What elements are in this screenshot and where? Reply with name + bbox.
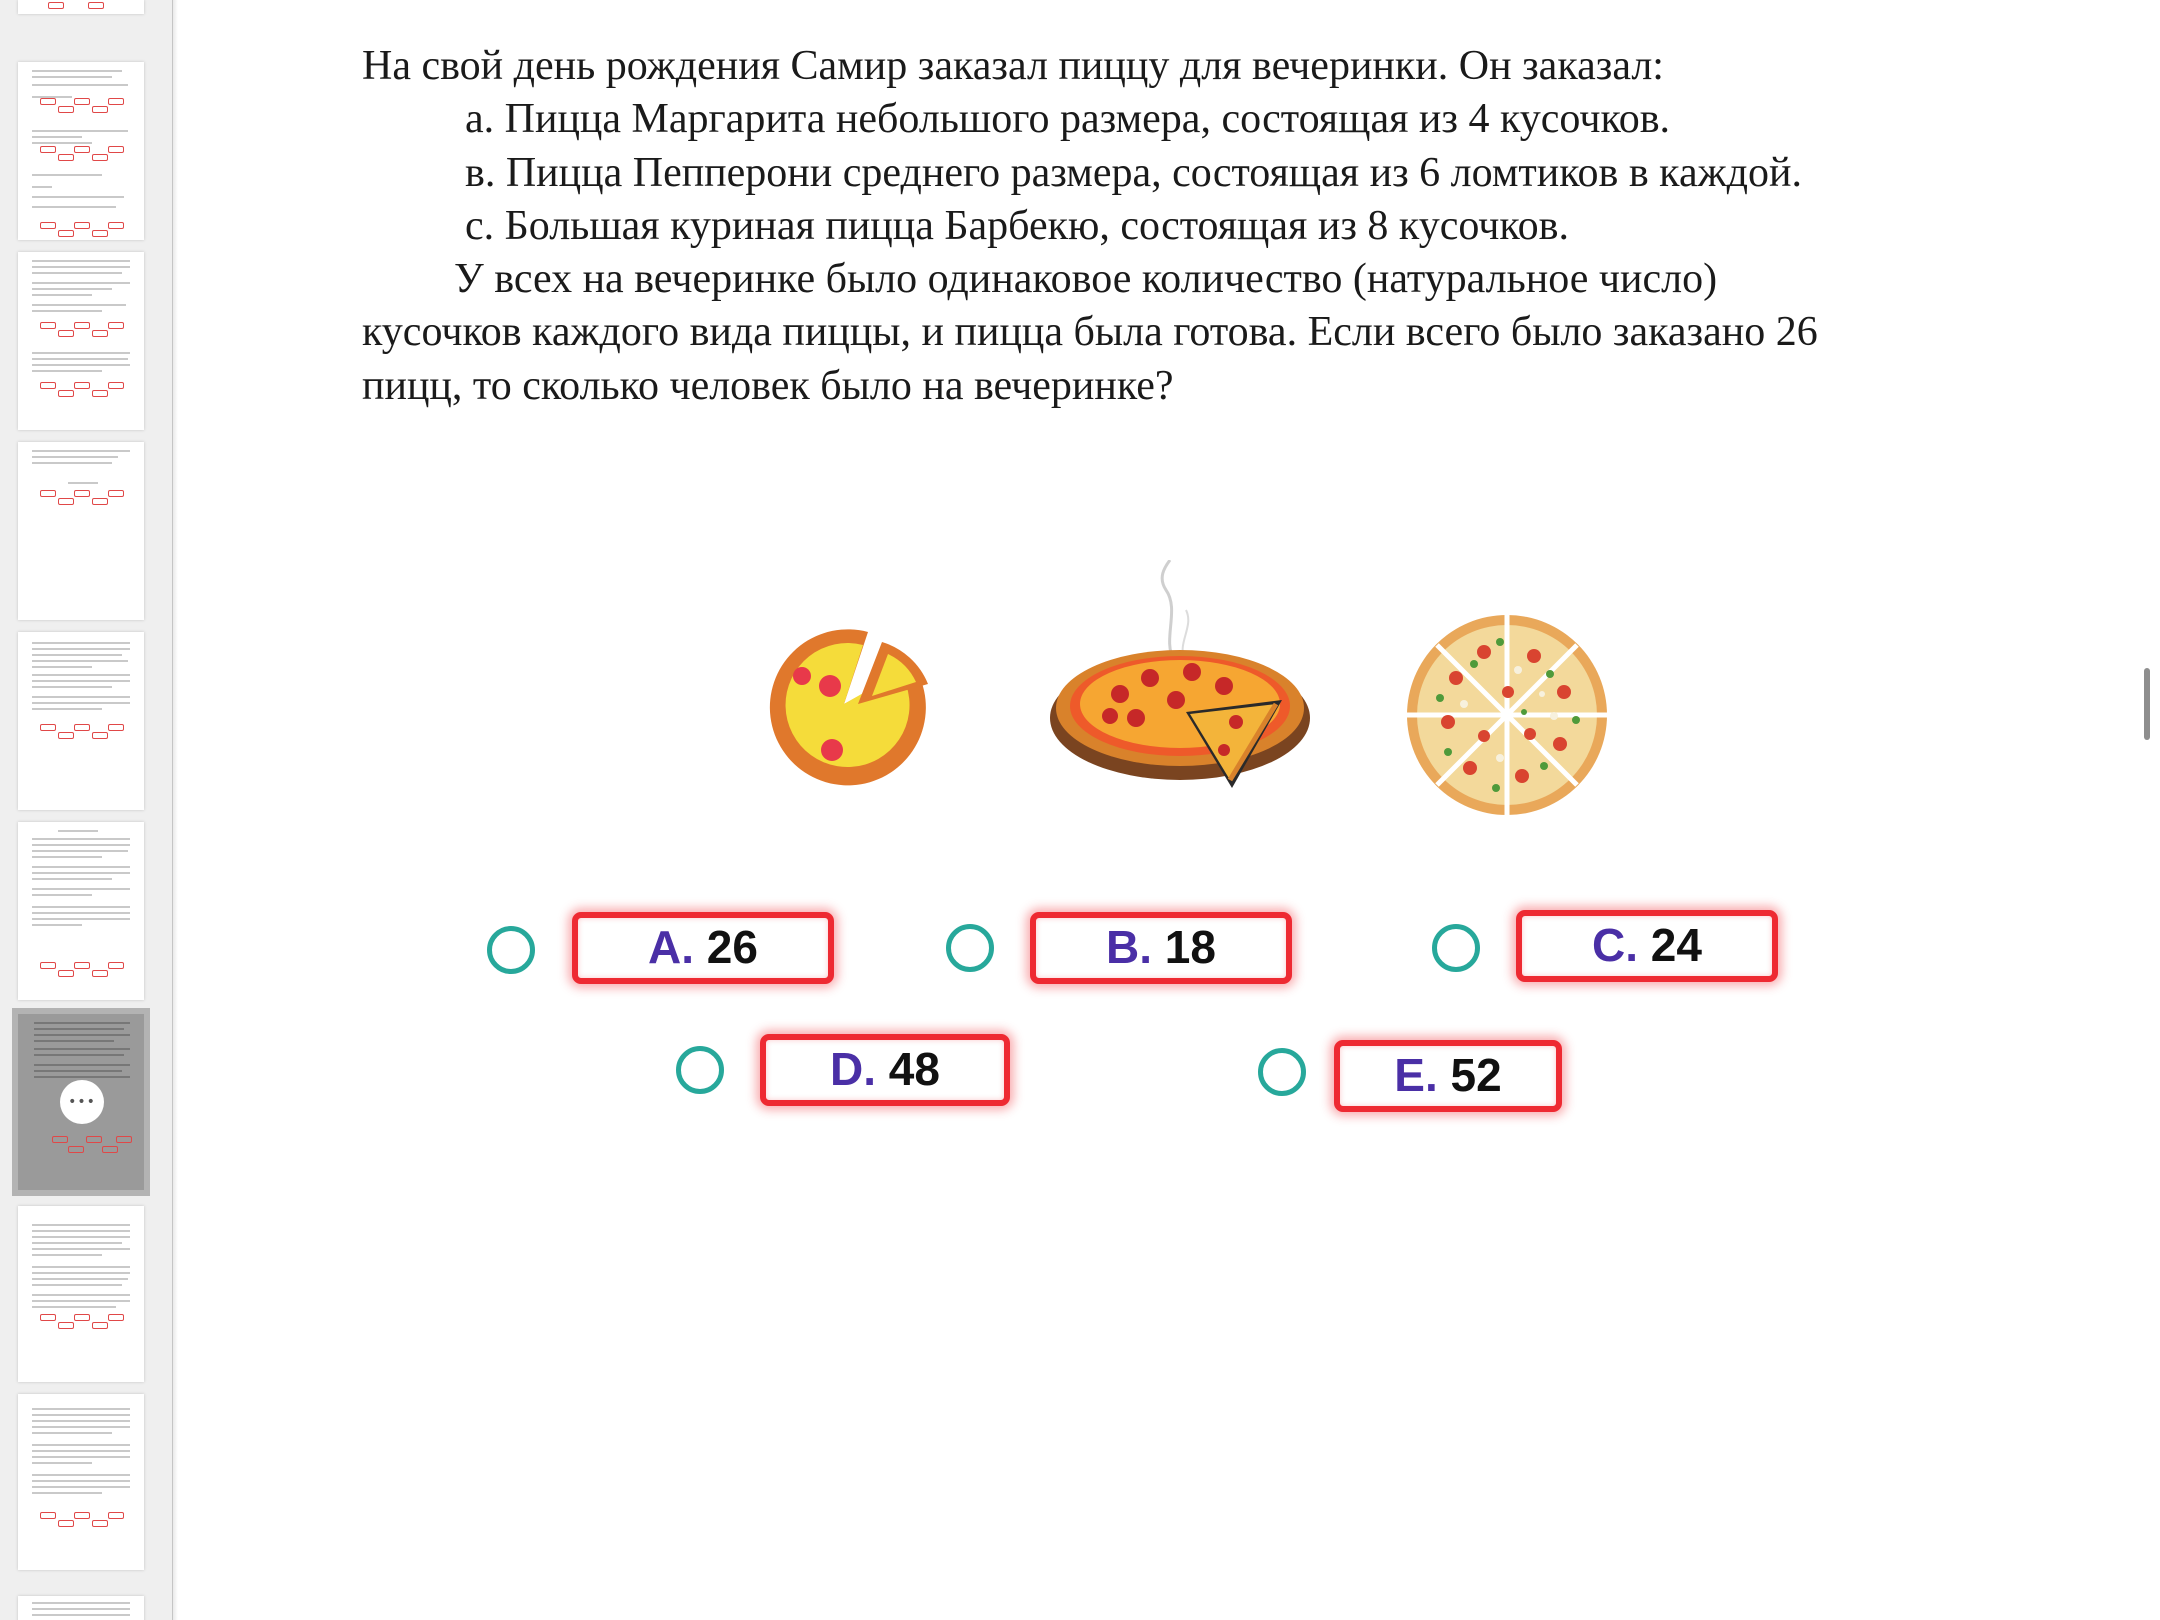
question-text [362,40,2062,413]
option-c-letter: C. [1592,919,1639,971]
option-e-letter: E. [1394,1049,1438,1101]
option-e-value: 52 [1450,1049,1502,1101]
option-d-value: 48 [888,1043,940,1095]
page-thumbnail-1[interactable] [18,0,144,14]
option-e-button[interactable] [1334,1040,1562,1112]
more-dots-icon[interactable]: ••• [60,1080,104,1124]
page-thumbnail-6[interactable] [18,822,144,1000]
option-a-button[interactable] [572,912,834,984]
pepperoni-pizza-icon [1046,560,1316,792]
margherita-pizza-icon [748,620,936,788]
question-line-5: У всех на вечеринке было одинаковое количество (натуральное число) [454,256,1718,303]
page-thumbnail-2[interactable] [18,62,144,240]
page-thumbnail-8[interactable] [18,1206,144,1382]
option-d-letter: D. [830,1043,877,1095]
option-a-value: 26 [706,921,758,973]
option-c-radio[interactable] [1432,924,1480,972]
option-d-radio[interactable] [676,1046,724,1094]
page-thumbnail-3[interactable] [18,252,144,430]
page-thumbnail-5[interactable] [18,632,144,810]
option-b-button[interactable] [1030,912,1292,984]
question-item-a: а. Пицца Маргарита небольшого размера, состоящая из 4 кусочков. [465,96,1671,143]
page-thumbnail-9[interactable] [18,1394,144,1570]
option-c-button[interactable] [1516,910,1778,982]
question-line-6: кусочков каждого вида пиццы, и пицца была готова. Если всего было заказано 26 [362,309,1818,356]
option-c-value: 24 [1650,919,1702,971]
question-item-c: с. Большая куриная пицца Барбекю, состоящая из 8 кусочков. [465,202,1569,249]
question-line-7: пицц, то сколько человек было на вечеринке? [362,362,1174,409]
sidebar-shadow [172,0,178,1620]
option-b-letter: B. [1106,921,1153,973]
option-b-radio[interactable] [946,924,994,972]
page-thumbnail-4[interactable] [18,442,144,620]
page-thumbnail-10[interactable] [18,1596,144,1620]
option-b-value: 18 [1164,921,1216,973]
question-item-b: в. Пицца Пепперони среднего размера, состоящая из 6 ломтиков в каждой. [465,149,1802,196]
option-d-button[interactable] [760,1034,1010,1106]
option-a-radio[interactable] [487,926,535,974]
vertical-scrollbar[interactable] [2144,668,2150,740]
bbq-chicken-pizza-icon [1404,612,1610,818]
option-e-radio[interactable] [1258,1048,1306,1096]
question-line-1: На свой день рождения Самир заказал пиццу для вечеринки. Он заказал: [362,43,1664,89]
thumbnail-sidebar [0,0,173,1620]
option-a-letter: A. [648,921,695,973]
